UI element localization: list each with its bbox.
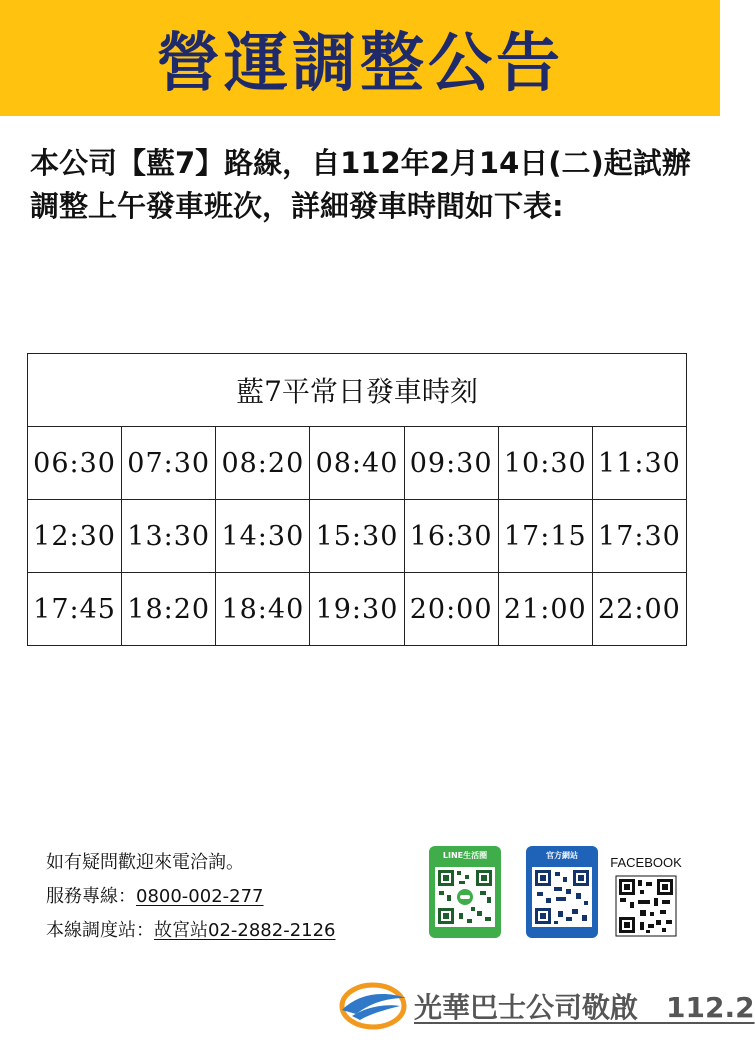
line-qr-block[interactable] — [429, 846, 501, 938]
departure-time: 11:30 — [592, 427, 686, 500]
service-hotline — [46, 880, 336, 914]
footer-text: 光華巴士公司敬啟 112.2 — [414, 991, 755, 1024]
departure-time: 14:30 — [216, 500, 310, 573]
header-banner — [0, 0, 720, 116]
service-hotline-label: 服務專線： — [46, 886, 136, 907]
website-qr-frame — [526, 846, 598, 938]
dispatch-station — [46, 914, 336, 948]
dispatch-station-number[interactable]: 故宮站02-2882-2126 — [154, 920, 336, 941]
line-qr-label: LINE生活圈 — [442, 851, 488, 860]
departure-time: 21:00 — [498, 573, 592, 646]
departure-time: 06:30 — [28, 427, 122, 500]
website-qr-block[interactable] — [526, 846, 598, 938]
departure-time: 15:30 — [310, 500, 404, 573]
departure-time: 17:15 — [498, 500, 592, 573]
departure-time: 10:30 — [498, 427, 592, 500]
announcement-title: 營運調整公告 — [156, 27, 564, 101]
facebook-qr-code[interactable] — [616, 876, 676, 936]
facebook-qr-block[interactable] — [604, 855, 688, 936]
footer-signature — [338, 976, 755, 1036]
website-qr-label: 官方網站 — [546, 851, 578, 860]
departure-time: 12:30 — [28, 500, 122, 573]
departure-timetable — [27, 353, 687, 646]
company-logo-icon — [338, 980, 408, 1032]
table-row — [28, 427, 687, 500]
departure-time: 16:30 — [404, 500, 498, 573]
timetable-title: 藍7平常日發車時刻 — [28, 354, 687, 427]
departure-time: 07:30 — [122, 427, 216, 500]
facebook-qr-label: FACEBOOK — [610, 855, 682, 870]
line-qr-code[interactable] — [435, 867, 495, 927]
intro-paragraph: 本公司【藍7】路線，自112年2月14日(二)起試辦調整上午發車班次，詳細發車時間如下表: — [30, 146, 691, 223]
table-row — [28, 500, 687, 573]
departure-time: 09:30 — [404, 427, 498, 500]
departure-time: 20:00 — [404, 573, 498, 646]
departure-time: 17:30 — [592, 500, 686, 573]
website-qr-code[interactable] — [532, 867, 592, 927]
inquiry-note: 如有疑問歡迎來電洽詢。 — [46, 852, 244, 873]
departure-time: 22:00 — [592, 573, 686, 646]
departure-time: 18:40 — [216, 573, 310, 646]
departure-time: 19:30 — [310, 573, 404, 646]
departure-time: 17:45 — [28, 573, 122, 646]
contact-info — [46, 846, 336, 948]
dispatch-station-label: 本線調度站： — [46, 920, 154, 941]
service-hotline-number[interactable]: 0800-002-277 — [136, 886, 264, 907]
departure-time: 08:40 — [310, 427, 404, 500]
departure-time: 08:20 — [216, 427, 310, 500]
departure-time: 13:30 — [122, 500, 216, 573]
table-row — [28, 573, 687, 646]
departure-time: 18:20 — [122, 573, 216, 646]
line-qr-frame — [429, 846, 501, 938]
